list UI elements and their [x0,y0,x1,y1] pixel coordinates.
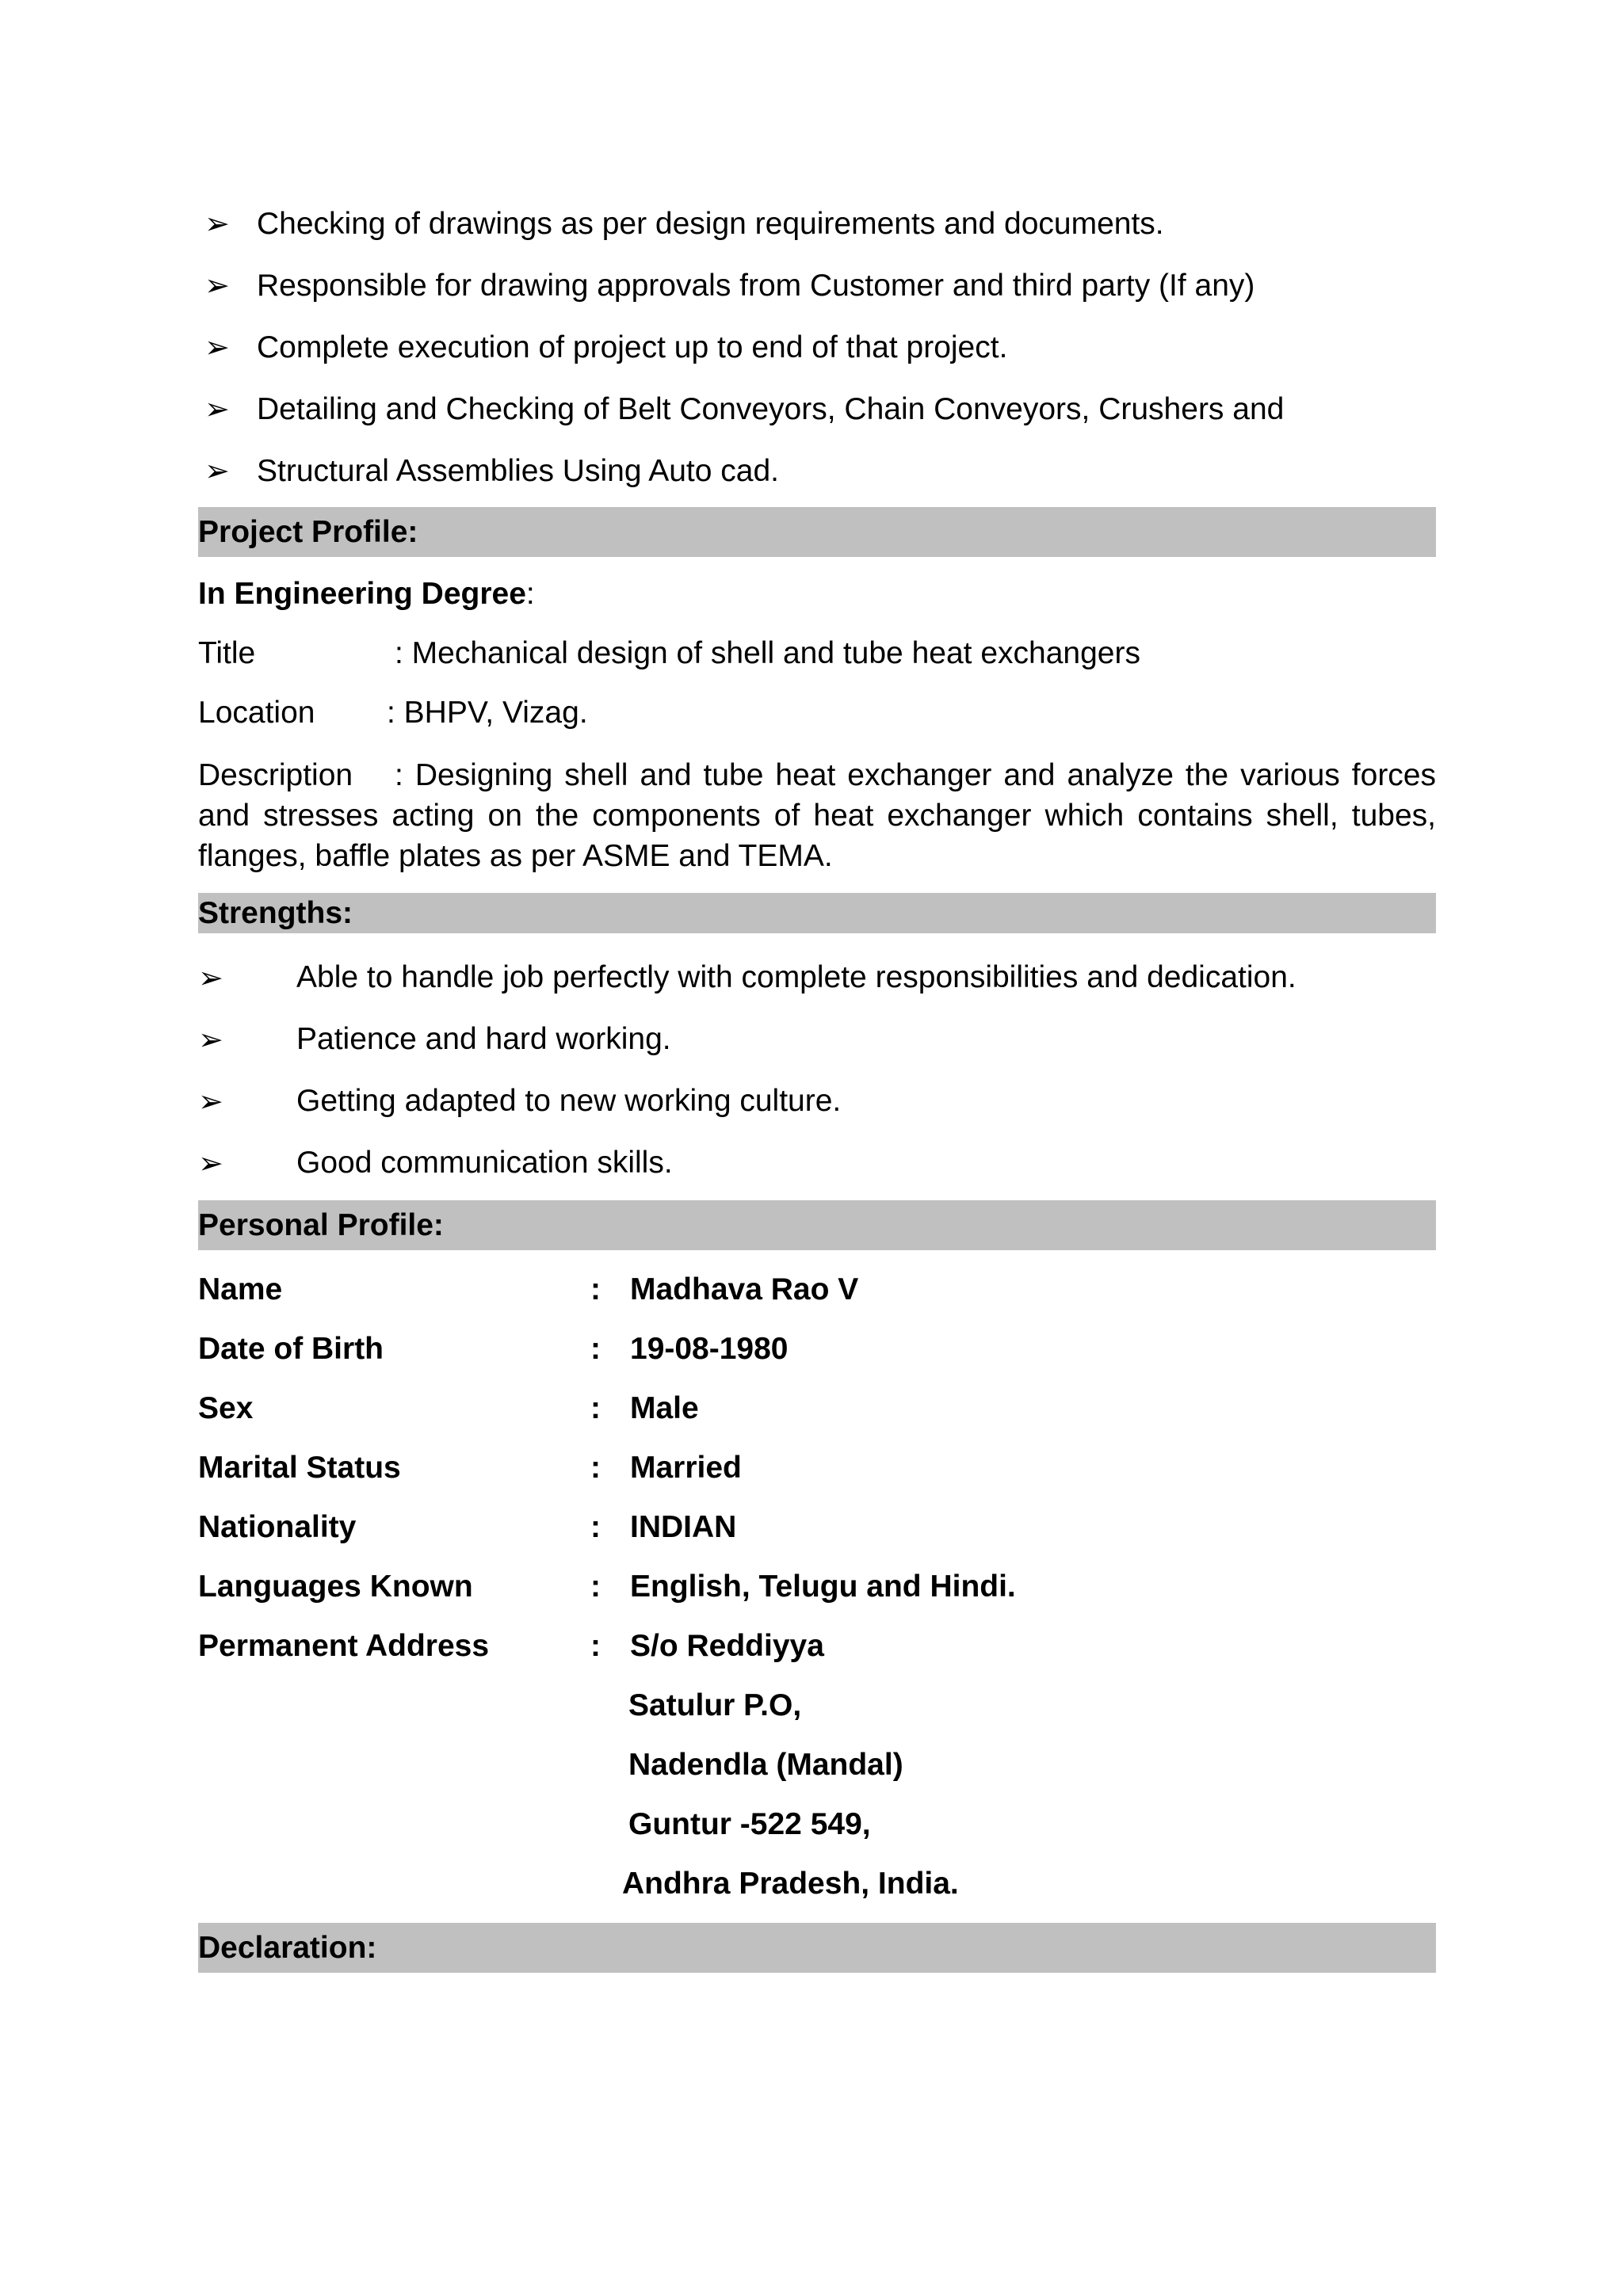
personal-details-table [198,1260,1436,1676]
field-value: 19-08-1980 [630,1331,789,1366]
field-value: Male [630,1390,699,1425]
section-heading-personal-profile [198,1200,1436,1250]
project-title-row [198,636,1140,671]
subheading-text: In Engineering Degree [198,577,526,611]
description-label: Description [198,758,353,792]
field-label: Permanent Address [198,1628,490,1663]
field-colon: : [590,1628,601,1663]
address-line: Satulur P.O, [628,1688,802,1722]
project-location-row [198,696,588,730]
subheading-colon: : [525,577,535,611]
list-item-text: Checking of drawings as per design requirements and documents. [257,207,1164,241]
field-label: Sex [198,1390,254,1425]
list-item [198,317,1436,379]
arrow-bullet-icon: ➢ [198,961,223,995]
field-label: Nationality [198,1509,357,1544]
personal-row-languages [198,1557,1436,1616]
address-line: Guntur -522 549, [628,1807,871,1841]
list-item-text: Complete execution of project up to end of that project. [257,330,1008,364]
arrow-bullet-icon: ➢ [204,269,230,303]
section-heading-text: Strengths: [198,895,353,930]
section-heading-text: Project Profile: [198,514,418,549]
section-heading-strengths [198,893,1436,933]
list-item [198,193,1436,255]
field-colon: : [590,1390,601,1425]
list-item-text: Responsible for drawing approvals from Customer and third party (If any) [257,269,1255,303]
personal-row-sex [198,1379,1436,1438]
description-value: : Designing shell and tube heat exchanger and analyze the various forces and stresses acting on the components of heat exchanger which contains shell, tubes, flanges, baffle plates as per ASME and TEMA. [198,758,1436,873]
personal-row-nationality [198,1497,1436,1557]
arrow-bullet-icon: ➢ [204,208,230,241]
list-item [198,1132,1436,1194]
arrow-bullet-icon: ➢ [204,393,230,426]
field-colon: : [590,1450,601,1485]
arrow-bullet-icon: ➢ [198,1146,223,1180]
field-label: Languages Known [198,1569,473,1604]
address-line: Andhra Pradesh, India. [622,1867,959,1901]
responsibilities-list [198,193,1436,502]
field-colon: : [590,1272,601,1306]
arrow-bullet-icon: ➢ [204,331,230,364]
project-description [198,755,1436,876]
list-item [198,947,1436,1009]
field-value: Madhava Rao V [630,1272,859,1306]
address-line: Nadendla (Mandal) [628,1748,903,1782]
list-item [198,1070,1436,1132]
section-heading-declaration [198,1923,1436,1973]
field-label: Name [198,1272,283,1306]
field-value: English, Telugu and Hindi. [630,1569,1016,1604]
personal-row-dob [198,1319,1436,1379]
field-colon: : [590,1331,601,1366]
strengths-list [198,947,1436,1194]
field-value: S/o Reddiyya [630,1628,824,1663]
field-value: Married [630,1450,742,1485]
arrow-bullet-icon: ➢ [198,1085,223,1119]
list-item-text: Patience and hard working. [296,1022,671,1056]
title-label: Title [198,636,256,670]
field-colon: : [590,1509,601,1544]
field-label: Date of Birth [198,1331,384,1366]
personal-row-marital-status [198,1438,1436,1497]
personal-row-name [198,1260,1436,1319]
field-value: INDIAN [630,1509,737,1544]
section-heading-project-profile [198,507,1436,557]
project-subheading [198,577,535,612]
list-item-text: Able to handle job perfectly with complete responsibilities and dedication. [296,960,1296,994]
location-label: Location [198,696,315,730]
section-heading-text: Personal Profile: [198,1207,444,1242]
field-label: Marital Status [198,1450,401,1485]
title-value: : Mechanical design of shell and tube heat exchangers [395,636,1140,670]
field-colon: : [590,1569,601,1604]
list-item-text: Getting adapted to new working culture. [296,1084,842,1118]
list-item-text: Good communication skills. [296,1146,673,1180]
list-item [198,441,1436,502]
list-item [198,1009,1436,1070]
list-item-text: Structural Assemblies Using Auto cad. [257,454,779,488]
list-item [198,255,1436,317]
arrow-bullet-icon: ➢ [204,455,230,488]
arrow-bullet-icon: ➢ [198,1023,223,1057]
section-heading-text: Declaration: [198,1930,377,1965]
list-item-text: Detailing and Checking of Belt Conveyors, Chain Conveyors, Crushers and [257,392,1285,426]
personal-row-address [198,1616,1436,1676]
location-value: : BHPV, Vizag. [387,696,588,730]
list-item [198,379,1436,441]
